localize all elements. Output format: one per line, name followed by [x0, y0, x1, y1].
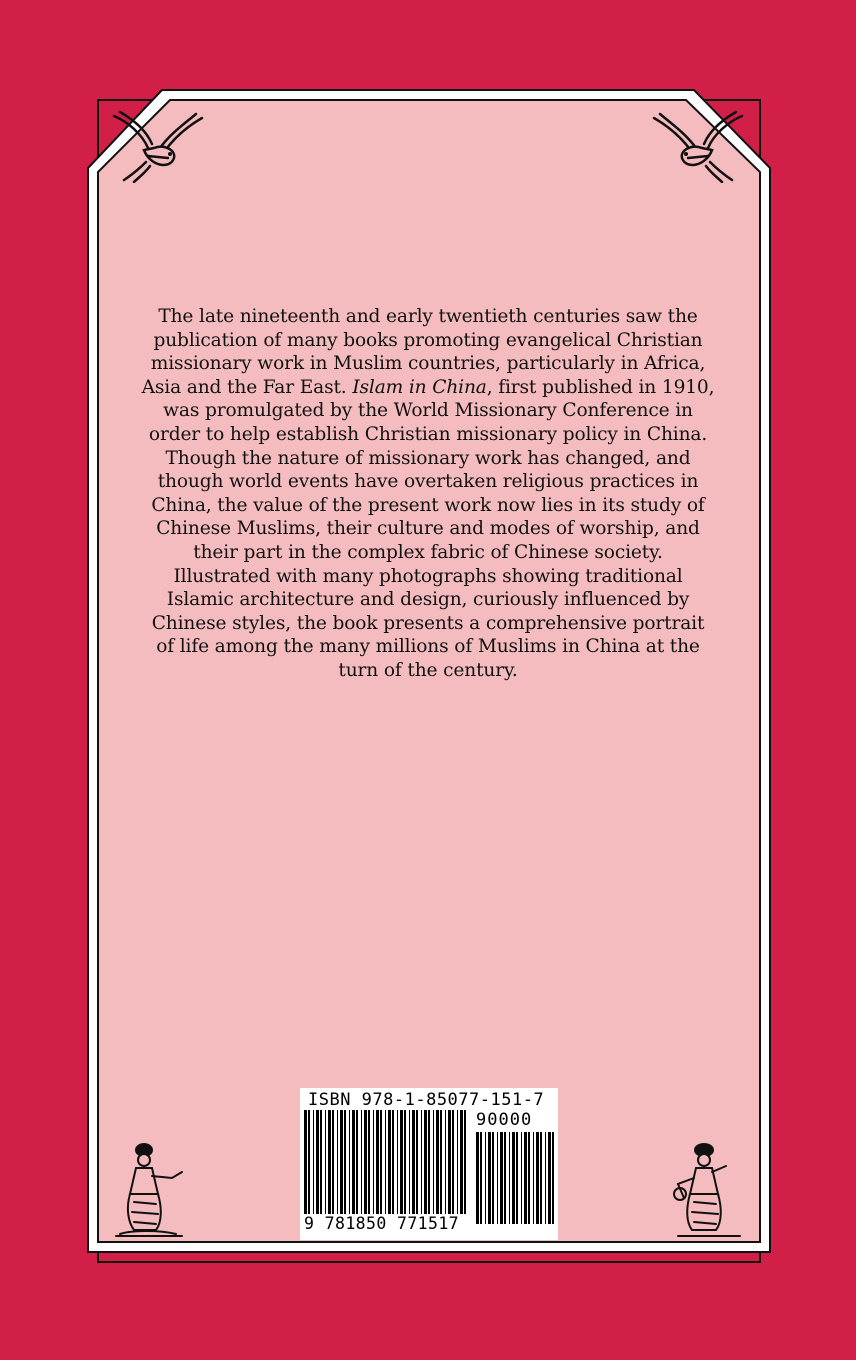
- barcode-bar: [337, 1110, 338, 1214]
- barcode-bar: [373, 1110, 374, 1214]
- barcode-bar: [392, 1110, 394, 1214]
- barcode-bar: [485, 1132, 486, 1224]
- barcode-bar: [328, 1110, 331, 1214]
- barcode-bar: [376, 1110, 379, 1214]
- barcode-bar: [512, 1132, 515, 1224]
- barcode-bar: [325, 1110, 326, 1214]
- barcode-bar: [528, 1132, 530, 1224]
- barcode-bar: [440, 1110, 442, 1214]
- blurb-paragraph-2: Though the nature of missionary work has changed, and though world events have overtaken religious practices in China, the value of the present work now lies in its study of Chinese Muslims, their culture and modes of worship, and their part in the complex fabric of Chinese society.: [151, 447, 705, 563]
- barcode-bar: [340, 1110, 343, 1214]
- barcode-bar: [445, 1110, 446, 1214]
- barcode-bar: [409, 1110, 410, 1214]
- barcode-bar: [428, 1110, 430, 1214]
- barcode-bar: [492, 1132, 494, 1224]
- barcode-bar: [400, 1110, 403, 1214]
- barcode-bar: [545, 1132, 546, 1224]
- barcode-bar: [412, 1110, 415, 1214]
- barcode-bar: [308, 1110, 310, 1214]
- barcode-bar: [436, 1110, 439, 1214]
- barcode-bar: [388, 1110, 391, 1214]
- barcode-bar: [504, 1132, 506, 1224]
- barcode-bar: [352, 1110, 355, 1214]
- barcode-bar: [421, 1110, 422, 1214]
- barcode-bar: [356, 1110, 358, 1214]
- barcode-bar: [524, 1132, 527, 1224]
- barcode-bar: [460, 1110, 463, 1214]
- barcode-bar: [464, 1110, 466, 1214]
- ean-digits: 9 781850 771517: [304, 1214, 460, 1233]
- barcode-bar: [424, 1110, 427, 1214]
- figure-icon: [110, 1142, 192, 1238]
- barcode-bar: [480, 1132, 482, 1224]
- isbn-label: ISBN 978-1-85077-151-7: [308, 1090, 545, 1110]
- isbn-barcode: [300, 1088, 558, 1240]
- barcode-bar: [509, 1132, 510, 1224]
- barcode-bar: [521, 1132, 522, 1224]
- blurb-text: , first published in 1910, was promulgated by the World Missionary Conference in order to help establish Christian missionary policy in China.: [148, 376, 715, 445]
- barcode-bar: [452, 1110, 454, 1214]
- barcode-bar: [397, 1110, 398, 1214]
- price-addon-code: 90000: [476, 1110, 533, 1130]
- barcode-bar: [320, 1110, 322, 1214]
- bird-icon: [648, 108, 748, 183]
- barcode-bar: [500, 1132, 503, 1224]
- barcode-bar: [416, 1110, 418, 1214]
- barcode-bar: [332, 1110, 334, 1214]
- barcode-bar: [380, 1110, 382, 1214]
- barcode-bar: [404, 1110, 406, 1214]
- barcode-bar: [540, 1132, 542, 1224]
- barcode-bar: [476, 1132, 479, 1224]
- blurb-paragraph-1: [140, 305, 716, 447]
- barcode-bar: [536, 1132, 539, 1224]
- barcode-bar: [313, 1110, 314, 1214]
- barcode-bar: [488, 1132, 491, 1224]
- barcode-bar: [548, 1132, 551, 1224]
- barcode-bar: [385, 1110, 386, 1214]
- barcode-bar: [316, 1110, 319, 1214]
- barcode-bar: [304, 1110, 307, 1214]
- barcode-bar: [364, 1110, 367, 1214]
- back-cover-blurb: [140, 305, 716, 683]
- barcode-bar: [349, 1110, 350, 1214]
- barcode-bar: [552, 1132, 554, 1224]
- bird-icon: [108, 108, 208, 183]
- barcode-bar: [533, 1132, 534, 1224]
- blurb-text: The late nineteenth and early twentieth centuries saw the publication of many books promoting evangelical Christian missionary work in Muslim countries, particularly in Africa, Asia and the Far East.: [141, 306, 706, 398]
- barcode-bar: [457, 1110, 458, 1214]
- barcode-bar: [448, 1110, 451, 1214]
- barcode-bar: [433, 1110, 434, 1214]
- blurb-paragraph-3: Illustrated with many photographs showing traditional Islamic architecture and design, curiously influenced by Chinese styles, the book presents a comprehensive portrait of life among the many millions of Muslims in China at the turn of the century.: [151, 565, 705, 681]
- barcode-bar: [368, 1110, 370, 1214]
- book-title: Islam in China: [352, 376, 487, 398]
- barcode-bar: [516, 1132, 518, 1224]
- figure-icon: [664, 1142, 746, 1238]
- barcode-bar: [497, 1132, 498, 1224]
- barcode-bar: [361, 1110, 362, 1214]
- barcode-bar: [344, 1110, 346, 1214]
